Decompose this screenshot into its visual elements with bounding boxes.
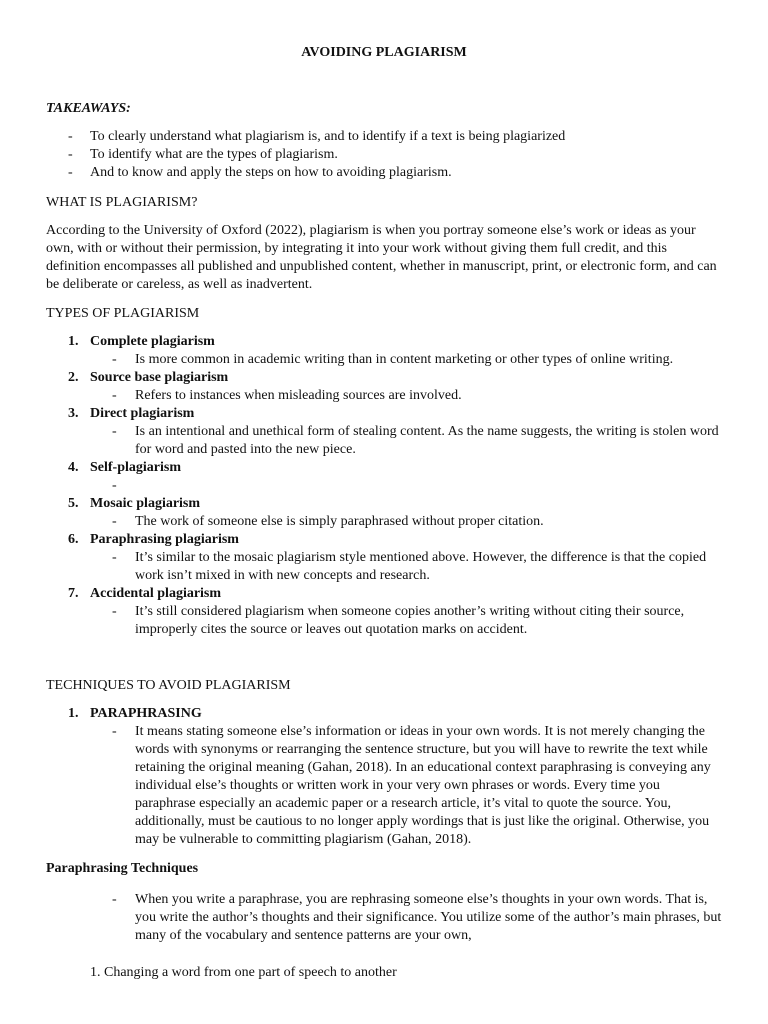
type-description: - It’s still considered plagiarism when someone copies another’s writing without citing their source, improperly cites the source or leaves out quotation marks on accident. <box>112 604 685 637</box>
takeaways-list <box>46 128 722 182</box>
type-title: Mosaic plagiarism <box>90 496 201 511</box>
type-description: - The work of someone else is simply paraphrased without proper citation. <box>112 514 544 529</box>
technique-title: PARAPHRASING <box>90 706 202 721</box>
type-item: 3. Direct plagiarism - Is an intentional and unethical form of stealing content. As the name suggests, the writing is stolen word for word and pasted into the new piece. <box>46 405 722 459</box>
technique-description: - It means stating someone else’s information or ideas in your own words. It is not merely changing the words with synonyms or rearranging the sentence structure, but you will have to rewrite the text while retaining the original meaning (Gahan, 2018). In an educational context paraphrasing is conveying any individual else’s thoughts or written work in your very own phrases or words. Every time you paraphrase especially an academic paper or a research article, it’s vital to quote the source. You, additionally, must be cautious to no longer apply wordings that is just like the original. Otherwise, you may be vulnerable to committing plagiarism (Gahan, 2018). <box>112 724 711 847</box>
dash-bullet: - <box>112 514 117 529</box>
type-title: Direct plagiarism <box>90 406 195 421</box>
type-title: Paraphrasing plagiarism <box>90 532 239 547</box>
type-item: 6. Paraphrasing plagiarism - It’s similar to the mosaic plagiarism style mentioned above. However, the difference is that the copied work isn’t mixed in with new concepts and research. <box>46 531 722 585</box>
dash-bullet: - <box>112 892 117 907</box>
dash-bullet: - <box>112 478 117 493</box>
dash-bullet: - <box>112 388 117 403</box>
dash-bullet: - <box>112 424 117 439</box>
dash-bullet: - <box>112 352 117 367</box>
type-description: - It’s similar to the mosaic plagiarism style mentioned above. However, the difference is that the copied work isn’t mixed in with new concepts and research. <box>112 550 707 583</box>
types-list <box>46 333 722 639</box>
type-item: 2. Source base plagiarism - Refers to instances when misleading sources are involved. <box>46 369 722 405</box>
type-title: Source base plagiarism <box>90 370 229 385</box>
type-description <box>90 477 722 495</box>
what-is-heading: WHAT IS PLAGIARISM? <box>46 195 198 210</box>
document-title: AVOIDING PLAGIARISM <box>301 45 467 60</box>
paraphrasing-step-line: 1. Changing a word from one part of speech to another <box>90 965 397 980</box>
takeaway-item: - To clearly understand what plagiarism is, and to identify if a text is being plagiarized <box>68 129 566 144</box>
paraphrasing-techniques-bullet: - When you write a paraphrase, you are rephrasing someone else’s thoughts in your own words. That is, you write the author’s thoughts and their significance. You utilize some of the author’s main phrases, but many of the vocabulary and sentence patterns are your own, <box>112 892 722 943</box>
type-item: 4. Self-plagiarism - <box>46 459 722 495</box>
dash-bullet: - <box>112 724 117 739</box>
paraphrasing-techniques-list <box>90 891 722 945</box>
dash-bullet: - <box>112 550 117 565</box>
takeaways-heading: TAKEAWAYS: <box>46 101 131 116</box>
document-page <box>46 44 722 982</box>
type-description: - Is an intentional and unethical form of stealing content. As the name suggests, the writing is stolen word for word and pasted into the new piece. <box>112 424 719 457</box>
type-title: Self-plagiarism <box>90 460 181 475</box>
paraphrasing-techniques-heading: Paraphrasing Techniques <box>46 861 199 876</box>
type-item: 1. Complete plagiarism - Is more common in academic writing than in content marketing or other types of online writing. <box>46 333 722 369</box>
type-description: - Refers to instances when misleading sources are involved. <box>112 388 462 403</box>
what-is-paragraph: According to the University of Oxford (2022), plagiarism is when you portray someone else’s work or ideas as your own, with or without their permission, by integrating it into your work without giving them full credit, and this definition encompasses all published and unpublished content, whether in manuscript, print, or electronic form, and can be deliberate or careless, as well as inadvertent. <box>46 223 717 292</box>
dash-bullet: - <box>112 604 117 619</box>
types-heading: TYPES OF PLAGIARISM <box>46 306 200 321</box>
dash-bullet: - <box>68 129 73 144</box>
technique-item: 1. PARAPHRASING - It means stating someone else’s information or ideas in your own words. It is not merely changing the words with synonyms or rearranging the sentence structure, but you will have to rewrite the text while retaining the original meaning (Gahan, 2018). In an educational context paraphrasing is conveying any individual else’s thoughts or written work in your very own phrases or words. Every time you paraphrase especially an academic paper or a research article, it’s vital to quote the source. You, additionally, must be cautious to no longer apply wordings that is just like the original. Otherwise, you may be vulnerable to committing plagiarism (Gahan, 2018). <box>46 705 722 849</box>
techniques-list <box>46 705 722 849</box>
dash-bullet: - <box>68 165 73 180</box>
takeaway-item: - To identify what are the types of plagiarism. <box>68 147 338 162</box>
techniques-heading: TECHNIQUES TO AVOID PLAGIARISM <box>46 678 291 693</box>
type-title: Complete plagiarism <box>90 334 215 349</box>
takeaway-item: - And to know and apply the steps on how to avoiding plagiarism. <box>68 165 452 180</box>
type-item: 5. Mosaic plagiarism - The work of someone else is simply paraphrased without proper citation. <box>46 495 722 531</box>
type-title: Accidental plagiarism <box>90 586 222 601</box>
type-description: - Is more common in academic writing than in content marketing or other types of online writing. <box>112 352 674 367</box>
type-item: 7. Accidental plagiarism - It’s still considered plagiarism when someone copies another’s writing without citing their source, improperly cites the source or leaves out quotation marks on accident. <box>46 585 722 639</box>
dash-bullet: - <box>68 147 73 162</box>
